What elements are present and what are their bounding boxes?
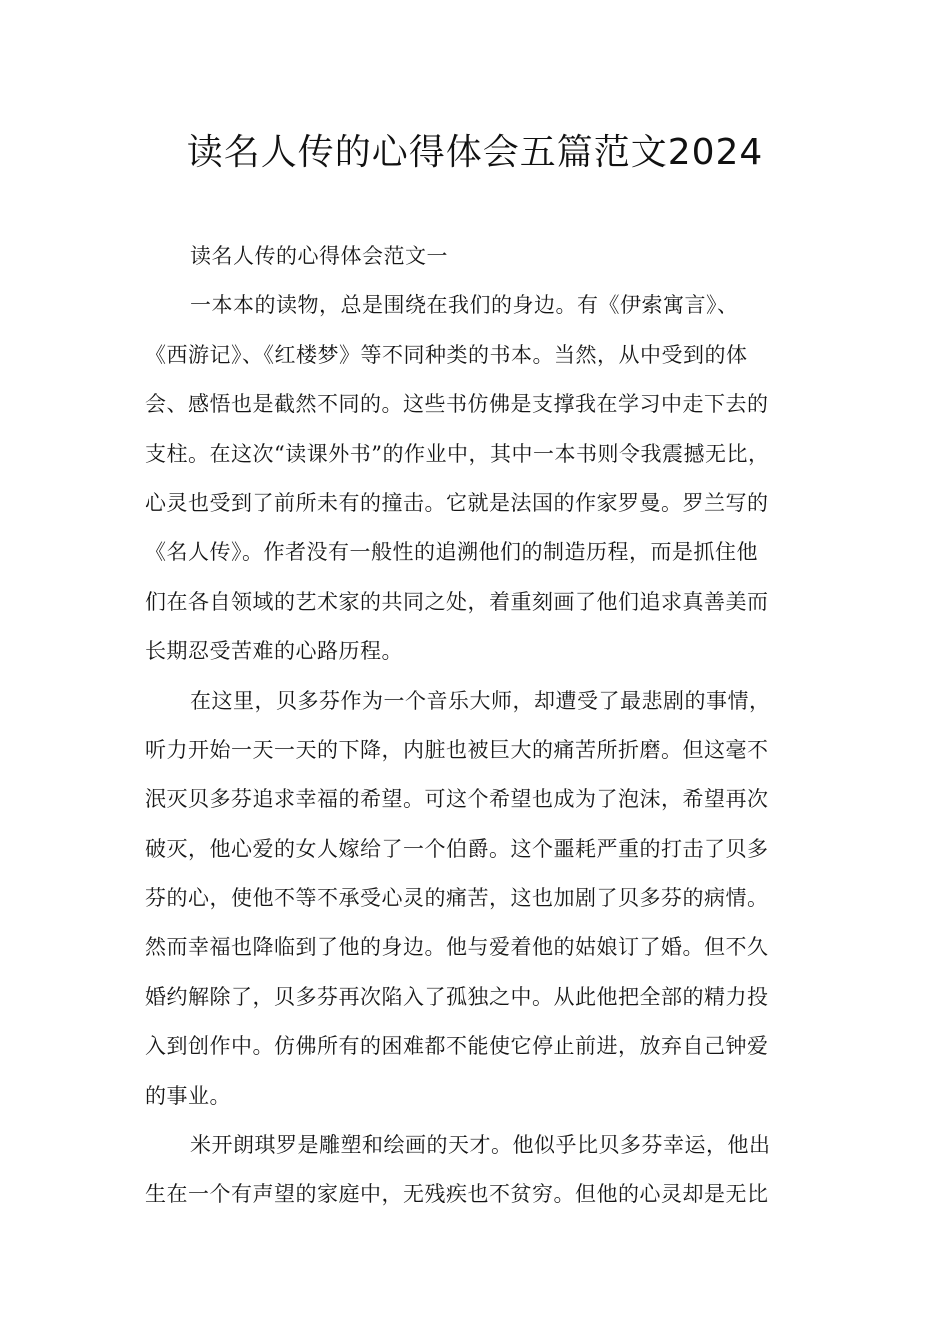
paragraph-3 — [145, 1121, 810, 1220]
paragraph-line: 破灭，他心爱的女人嫁给了一个伯爵。这个噩耗严重的打击了贝多 — [145, 836, 769, 861]
paragraph-2 — [145, 677, 810, 1122]
paragraph-line: 泯灭贝多芬追求幸福的希望。可这个希望也成为了泡沫，希望再次 — [145, 787, 769, 812]
paragraph-line: 一本本的读物，总是围绕在我们的身边。有《伊索寓言》、 — [190, 293, 739, 318]
paragraph-line: 支柱。在这次“读课外书”的作业中，其中一本书则令我震撼无比， — [145, 441, 770, 466]
paragraph-line: 心灵也受到了前所未有的撞击。它就是法国的作家罗曼。罗兰写的 — [145, 490, 769, 515]
paragraph-line: 的事业。 — [145, 1083, 231, 1108]
paragraph-line: 《西游记》、《红楼梦》等不同种类的书本。当然，从中受到的体 — [145, 342, 748, 367]
paragraph-line: 《名人传》。作者没有一般性的追溯他们的制造历程，而是抓住他 — [145, 540, 758, 565]
paragraph-1 — [145, 281, 810, 676]
document-body — [145, 232, 810, 1220]
paragraph-line: 长期忍受苦难的心路历程。 — [145, 639, 403, 664]
paragraph-line: 婚约解除了，贝多芬再次陷入了孤独之中。从此他把全部的精力投 — [145, 984, 769, 1009]
paragraph-line: 会、感悟也是截然不同的。这些书仿佛是支撑我在学习中走下去的 — [145, 392, 769, 417]
paragraph-line: 米开朗琪罗是雕塑和绘画的天才。他似乎比贝多芬幸运，他出 — [190, 1133, 771, 1158]
paragraph-line: 生在一个有声望的家庭中，无残疾也不贫穷。但他的心灵却是无比 — [145, 1182, 769, 1207]
document-title: 读名人传的心得体会五篇范文2024 — [186, 132, 764, 173]
paragraph-line: 芬的心，使他不等不承受心灵的痛苦，这也加剧了贝多芬的病情。 — [145, 886, 769, 911]
paragraph-line: 听力开始一天一天的下降，内脏也被巨大的痛苦所折磨。但这毫不 — [145, 737, 769, 762]
paragraph-line: 们在各自领域的艺术家的共同之处，着重刻画了他们追求真善美而 — [145, 589, 769, 614]
paragraph-line: 然而幸福也降临到了他的身边。他与爱着他的姑娘订了婚。但不久 — [145, 935, 769, 960]
section-heading: 读名人传的心得体会范文一 — [190, 244, 448, 268]
paragraph-line: 入到创作中。仿佛所有的困难都不能使它停止前进，放弃自己钟爱 — [145, 1034, 769, 1059]
paragraph-line: 在这里，贝多芬作为一个音乐大师，却遭受了最悲剧的事情， — [190, 688, 771, 713]
